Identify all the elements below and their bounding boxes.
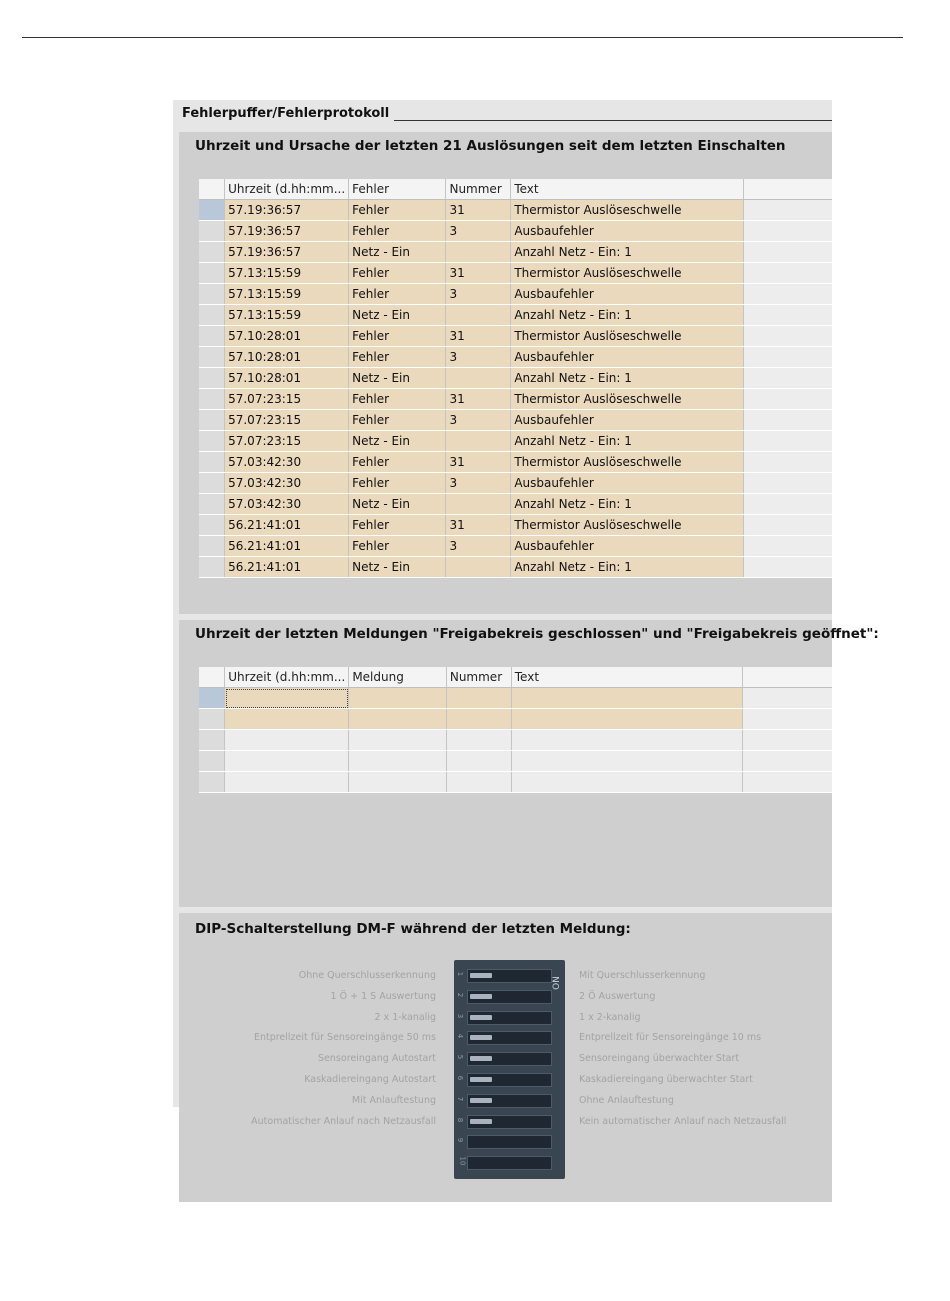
- cell-text[interactable]: Anzahl Netz - Ein: 1: [511, 494, 744, 515]
- table-row[interactable]: [199, 305, 832, 326]
- table-row[interactable]: [199, 730, 832, 751]
- row-header[interactable]: [199, 389, 225, 410]
- cell-message[interactable]: [349, 751, 447, 772]
- row-header-corner: [199, 179, 225, 200]
- cell-fault[interactable]: Fehler: [349, 389, 446, 410]
- dip-switch-number: 2: [456, 992, 465, 998]
- cell-number[interactable]: [446, 557, 511, 578]
- cell-text[interactable]: [511, 688, 743, 709]
- cell-time[interactable]: 56.21:41:01: [225, 536, 349, 557]
- row-header[interactable]: [199, 688, 225, 709]
- cell-filler: [744, 242, 832, 263]
- cell-time[interactable]: 57.07:23:15: [225, 410, 349, 431]
- cell-time[interactable]: 57.10:28:01: [225, 368, 349, 389]
- cell-number[interactable]: 31: [446, 263, 511, 284]
- cell-time[interactable]: 57.07:23:15: [225, 431, 349, 452]
- dip-off-label: Automatischer Anlauf nach Netzausfall: [251, 1115, 436, 1127]
- cell-text[interactable]: Anzahl Netz - Ein: 1: [511, 557, 744, 578]
- table-row[interactable]: [199, 284, 832, 305]
- dip-switch-slot: [467, 1073, 552, 1087]
- column-header-text[interactable]: Text: [511, 667, 743, 688]
- cell-number[interactable]: [446, 772, 511, 793]
- table-row[interactable]: [199, 688, 832, 709]
- row-header[interactable]: [199, 200, 225, 221]
- table-row[interactable]: [199, 452, 832, 473]
- table-row[interactable]: [199, 494, 832, 515]
- cell-time[interactable]: [225, 730, 349, 751]
- cell-text[interactable]: Anzahl Netz - Ein: 1: [511, 431, 744, 452]
- dip-switch-number: 4: [456, 1034, 465, 1039]
- cell-text[interactable]: Thermistor Auslöseschwelle: [511, 200, 744, 221]
- cell-number[interactable]: [446, 494, 511, 515]
- cell-number[interactable]: 3: [446, 221, 511, 242]
- dip-switch-slot: [467, 990, 552, 1004]
- row-header[interactable]: [199, 326, 225, 347]
- dip-switch: [454, 1094, 565, 1108]
- dip-on-label-text: 2 Ö Auswertung: [579, 990, 656, 1002]
- row-header[interactable]: [199, 305, 225, 326]
- row-header[interactable]: [199, 772, 225, 793]
- cell-filler: [744, 515, 832, 536]
- table-row[interactable]: [199, 221, 832, 242]
- cell-fault[interactable]: Fehler: [349, 515, 446, 536]
- cell-filler: [744, 536, 832, 557]
- dip-switch-lever: [470, 1056, 492, 1061]
- dip-off-label: Mit Anlauftestung: [351, 1094, 436, 1106]
- cell-time[interactable]: 57.13:15:59: [225, 263, 349, 284]
- dip-switch: [454, 1073, 565, 1087]
- cell-filler: [744, 494, 832, 515]
- dip-switch: [454, 1011, 565, 1025]
- dip-switch-number: 1: [456, 971, 465, 977]
- dip-switch-slot: [467, 1031, 552, 1045]
- trip-history-table: [199, 179, 832, 578]
- cell-filler: [744, 200, 832, 221]
- row-header[interactable]: [199, 368, 225, 389]
- cell-number[interactable]: [446, 242, 511, 263]
- panel-title-rule: [394, 120, 832, 121]
- cell-filler: [743, 772, 832, 793]
- cell-number[interactable]: [446, 751, 511, 772]
- cell-message[interactable]: [349, 730, 447, 751]
- dip-off-label: Sensoreingang Autostart: [318, 1053, 436, 1065]
- column-header-filler: [744, 179, 832, 200]
- dip-switch-block: [454, 960, 565, 1179]
- cell-fault[interactable]: Fehler: [349, 452, 446, 473]
- row-header[interactable]: [199, 557, 225, 578]
- table-row[interactable]: [199, 515, 832, 536]
- cell-filler: [744, 452, 832, 473]
- table-header-row: [199, 179, 832, 200]
- cell-text[interactable]: [511, 730, 743, 751]
- dip-switch-number: 9: [456, 1138, 465, 1143]
- cell-time[interactable]: [225, 688, 349, 709]
- row-header[interactable]: [199, 751, 225, 772]
- cell-time[interactable]: 57.10:28:01: [225, 326, 349, 347]
- dip-switch-lever: [470, 973, 492, 978]
- row-header[interactable]: [199, 473, 225, 494]
- cell-number[interactable]: [446, 368, 511, 389]
- dip-off-label: Ohne Querschlusserkennung: [298, 970, 436, 981]
- table-row[interactable]: [199, 751, 832, 772]
- cell-fault[interactable]: Fehler: [349, 536, 446, 557]
- cell-time[interactable]: 57.19:36:57: [225, 242, 349, 263]
- row-header[interactable]: [199, 730, 225, 751]
- cell-fault[interactable]: Fehler: [349, 200, 446, 221]
- dip-switch: [454, 990, 565, 1004]
- dip-switch-number: 3: [456, 1013, 465, 1018]
- dip-switch-number: 10: [458, 1156, 467, 1166]
- dip-switch: [454, 1031, 565, 1045]
- cell-filler: [744, 347, 832, 368]
- cell-filler: [744, 221, 832, 242]
- table-row[interactable]: [199, 473, 832, 494]
- table-row[interactable]: [199, 772, 832, 793]
- cell-time[interactable]: 57.03:42:30: [225, 473, 349, 494]
- cell-text[interactable]: Anzahl Netz - Ein: 1: [511, 305, 744, 326]
- table-row[interactable]: [199, 368, 832, 389]
- column-header-message[interactable]: Meldung: [349, 667, 447, 688]
- table-row[interactable]: [199, 431, 832, 452]
- cell-time[interactable]: [225, 751, 349, 772]
- cell-filler: [744, 326, 832, 347]
- dip-switch-slot: [467, 1135, 552, 1149]
- table-header-row: [199, 667, 832, 688]
- dip-on-label: ON: [551, 976, 562, 990]
- cell-time[interactable]: 57.13:15:59: [225, 305, 349, 326]
- row-header[interactable]: [199, 347, 225, 368]
- row-header[interactable]: [199, 536, 225, 557]
- row-header[interactable]: [199, 431, 225, 452]
- enable-circuit-title: Uhrzeit der letzten Meldungen "Freigabekreis geschlossen" und "Freigabekreis geöffnet":: [195, 626, 879, 642]
- table-row[interactable]: [199, 410, 832, 431]
- cell-text[interactable]: [511, 751, 743, 772]
- table-row[interactable]: [199, 536, 832, 557]
- cell-text[interactable]: Thermistor Auslöseschwelle: [511, 326, 744, 347]
- cell-number[interactable]: 3: [446, 347, 511, 368]
- column-header-fault[interactable]: Fehler: [349, 179, 446, 200]
- panel-title: Fehlerpuffer/Fehlerprotokoll: [182, 106, 390, 121]
- dip-on-label-text: Kaskadiereingang überwachter Start: [579, 1074, 753, 1085]
- cell-text[interactable]: Ausbaufehler: [511, 284, 744, 305]
- cell-fault[interactable]: Netz - Ein: [349, 242, 446, 263]
- cell-filler: [744, 389, 832, 410]
- cell-time[interactable]: 56.21:41:01: [225, 515, 349, 536]
- table-row[interactable]: [199, 242, 832, 263]
- table-row[interactable]: [199, 389, 832, 410]
- cell-number[interactable]: [446, 688, 511, 709]
- row-header[interactable]: [199, 515, 225, 536]
- cell-time[interactable]: [225, 709, 349, 730]
- cell-filler: [744, 263, 832, 284]
- cell-text[interactable]: Ausbaufehler: [511, 410, 744, 431]
- dip-switch: [454, 1156, 565, 1170]
- dip-switch-section: [179, 913, 832, 1202]
- cell-number[interactable]: 31: [446, 452, 511, 473]
- dip-on-label-text: Entprellzeit für Sensoreingänge 10 ms: [579, 1032, 762, 1044]
- dip-switch-lever: [470, 1098, 492, 1103]
- cell-filler: [743, 751, 832, 772]
- cell-fault[interactable]: Netz - Ein: [349, 557, 446, 578]
- row-header[interactable]: [199, 410, 225, 431]
- cell-fault[interactable]: Fehler: [349, 410, 446, 431]
- cell-number[interactable]: [446, 305, 511, 326]
- cell-fault[interactable]: Fehler: [349, 326, 446, 347]
- cell-number[interactable]: [446, 709, 511, 730]
- dip-switch-slot: [467, 969, 552, 983]
- dip-switch-title: DIP-Schalterstellung DM-F während der letzten Meldung:: [195, 921, 631, 937]
- column-header-text[interactable]: Text: [511, 179, 744, 200]
- dip-switch-lever: [470, 1077, 492, 1082]
- cell-number[interactable]: 31: [446, 326, 511, 347]
- row-header[interactable]: [199, 242, 225, 263]
- column-header-time[interactable]: Uhrzeit (d.hh:mm...: [225, 179, 349, 200]
- cell-time[interactable]: 57.07:23:15: [225, 389, 349, 410]
- cell-message[interactable]: [349, 772, 447, 793]
- dip-switch-number: 8: [456, 1117, 465, 1122]
- cell-time[interactable]: 57.19:36:57: [225, 200, 349, 221]
- dip-switch-number: 6: [456, 1075, 465, 1081]
- dip-switch-slot: [467, 1094, 552, 1108]
- cell-number[interactable]: 3: [446, 410, 511, 431]
- column-header-filler: [743, 667, 832, 688]
- trip-history-title: Uhrzeit und Ursache der letzten 21 Auslösungen seit dem letzten Einschalten: [195, 138, 786, 154]
- trip-history-section: [179, 132, 832, 614]
- dip-switch-slot: [467, 1052, 552, 1066]
- column-header-number[interactable]: Nummer: [446, 179, 511, 200]
- table-row[interactable]: [199, 326, 832, 347]
- column-header-time[interactable]: Uhrzeit (d.hh:mm...: [225, 667, 349, 688]
- cell-fault[interactable]: Netz - Ein: [349, 431, 446, 452]
- cell-fault[interactable]: Fehler: [349, 284, 446, 305]
- dip-switch-slot: [467, 1156, 552, 1170]
- dip-switch-number: 5: [456, 1054, 465, 1060]
- row-header[interactable]: [199, 284, 225, 305]
- row-header[interactable]: [199, 494, 225, 515]
- cell-number[interactable]: 31: [446, 200, 511, 221]
- cell-time[interactable]: 57.19:36:57: [225, 221, 349, 242]
- dip-switch-slot: [467, 1011, 552, 1025]
- cell-text[interactable]: Anzahl Netz - Ein: 1: [511, 242, 744, 263]
- cell-number[interactable]: 31: [446, 389, 511, 410]
- dip-off-label: Entprellzeit für Sensoreingänge 50 ms: [253, 1032, 436, 1044]
- cell-fault[interactable]: Fehler: [349, 473, 446, 494]
- cell-fault[interactable]: Fehler: [349, 221, 446, 242]
- cell-filler: [744, 305, 832, 326]
- row-header[interactable]: [199, 221, 225, 242]
- cell-filler: [743, 688, 832, 709]
- table-row[interactable]: [199, 557, 832, 578]
- cell-fault[interactable]: Netz - Ein: [349, 305, 446, 326]
- dip-switch-lever: [470, 1119, 492, 1124]
- cell-number[interactable]: 3: [446, 284, 511, 305]
- cell-time[interactable]: 56.21:41:01: [225, 557, 349, 578]
- cell-time[interactable]: 57.13:15:59: [225, 284, 349, 305]
- table-row[interactable]: [199, 347, 832, 368]
- cell-filler: [744, 410, 832, 431]
- cell-time[interactable]: 57.03:42:30: [225, 452, 349, 473]
- dip-switch: [454, 1115, 565, 1129]
- cell-text[interactable]: Thermistor Auslöseschwelle: [511, 263, 744, 284]
- cell-fault[interactable]: Fehler: [349, 263, 446, 284]
- dip-off-label: 2 x 1-kanalig: [374, 1011, 436, 1023]
- dip-off-label: 1 Ö + 1 S Auswertung: [330, 990, 436, 1002]
- column-header-number[interactable]: Nummer: [446, 667, 511, 688]
- page-top-rule: [22, 37, 903, 38]
- cell-filler: [744, 368, 832, 389]
- row-header[interactable]: [199, 709, 225, 730]
- cell-filler: [743, 709, 832, 730]
- dip-switch-lever: [470, 994, 492, 999]
- row-header-corner: [199, 667, 225, 688]
- cell-filler: [744, 431, 832, 452]
- dip-switch: [454, 1135, 565, 1149]
- cell-text[interactable]: Thermistor Auslöseschwelle: [511, 389, 744, 410]
- cell-number[interactable]: [446, 730, 511, 751]
- enable-circuit-section: [179, 620, 879, 907]
- cell-number[interactable]: 3: [446, 536, 511, 557]
- row-header[interactable]: [199, 263, 225, 284]
- cell-text[interactable]: [511, 772, 743, 793]
- cell-text[interactable]: Anzahl Netz - Ein: 1: [511, 368, 744, 389]
- cell-filler: [744, 473, 832, 494]
- cell-number[interactable]: [446, 431, 511, 452]
- table-row[interactable]: [199, 709, 832, 730]
- cell-message[interactable]: [349, 688, 447, 709]
- dip-off-label: Kaskadiereingang Autostart: [304, 1074, 436, 1085]
- cell-text[interactable]: Thermistor Auslöseschwelle: [511, 452, 744, 473]
- enable-circuit-table: [199, 667, 832, 793]
- dip-on-label-text: Ohne Anlauftestung: [579, 1094, 674, 1106]
- cell-time[interactable]: 57.03:42:30: [225, 494, 349, 515]
- cell-text[interactable]: Ausbaufehler: [511, 347, 744, 368]
- cell-number[interactable]: 31: [446, 515, 511, 536]
- cell-text[interactable]: Ausbaufehler: [511, 473, 744, 494]
- dip-switch: [454, 969, 565, 983]
- cell-fault[interactable]: Fehler: [349, 347, 446, 368]
- cell-filler: [744, 284, 832, 305]
- dip-switch-lever: [470, 1035, 492, 1040]
- cell-text[interactable]: Thermistor Auslöseschwelle: [511, 515, 744, 536]
- dip-on-label-text: Kein automatischer Anlauf nach Netzausfall: [579, 1115, 787, 1127]
- cell-text[interactable]: Ausbaufehler: [511, 221, 744, 242]
- row-header[interactable]: [199, 452, 225, 473]
- dip-switch-lever: [470, 1015, 492, 1020]
- dip-on-label-text: Sensoreingang überwachter Start: [579, 1053, 740, 1065]
- cell-fault[interactable]: Netz - Ein: [349, 368, 446, 389]
- dip-on-label-text: Mit Querschlusserkennung: [579, 970, 706, 981]
- cell-text[interactable]: [511, 709, 743, 730]
- dip-switch: [454, 1052, 565, 1066]
- cell-text[interactable]: Ausbaufehler: [511, 536, 744, 557]
- dip-switch-slot: [467, 1115, 552, 1129]
- table-row[interactable]: [199, 200, 832, 221]
- dip-switch-number: 7: [456, 1096, 465, 1102]
- cell-time[interactable]: [225, 772, 349, 793]
- dip-on-label-text: 1 x 2-kanalig: [579, 1011, 641, 1023]
- cell-time[interactable]: 57.10:28:01: [225, 347, 349, 368]
- fault-buffer-panel: [173, 100, 879, 1166]
- cell-filler: [743, 730, 832, 751]
- cell-message[interactable]: [349, 709, 447, 730]
- cell-fault[interactable]: Netz - Ein: [349, 494, 446, 515]
- table-row[interactable]: [199, 263, 832, 284]
- cell-number[interactable]: 3: [446, 473, 511, 494]
- cell-filler: [744, 557, 832, 578]
